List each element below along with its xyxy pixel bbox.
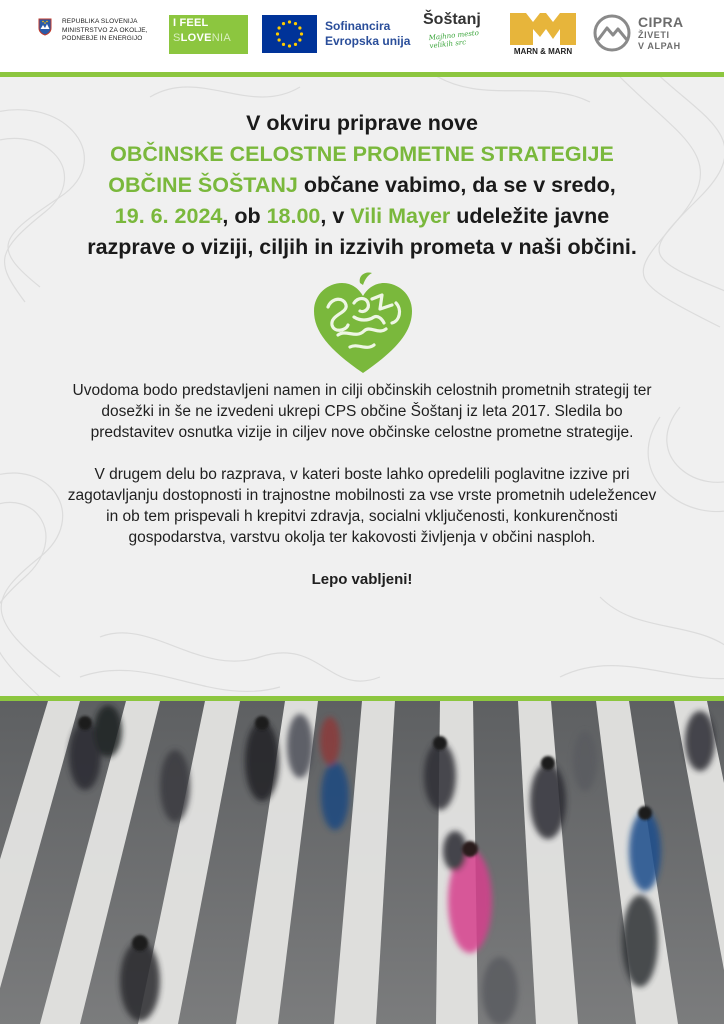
mountain-circle-icon [592,13,632,53]
ministry-line1: REPUBLIKA SLOVENIJA [62,18,138,25]
ministry-logo [38,18,148,44]
headline-sep1: , ob [222,204,267,228]
crosswalk-illustration [0,701,724,1024]
sostanj-slogan: Majhno mesto velikih src [428,28,480,51]
cipra-title: CIPRA [638,14,684,30]
invitation-panel [0,77,724,696]
eu-line1: Sofinancira [325,19,391,33]
eu-star [282,43,285,46]
eu-cofunding-logo [262,15,410,53]
invitation-headline [30,108,694,263]
eu-star [278,38,281,41]
eu-text [325,19,410,49]
eu-star [282,22,285,25]
crosswalk-photo [0,701,724,1024]
ministry-text [62,18,148,44]
cipra-logo [592,13,684,53]
eu-star [298,26,301,29]
ifeel-love: LOVE [180,32,212,44]
body-paragraph-1: Uvodoma bodo predstavljeni namen in cilji občinskih celostnih prometnih strategij ter dosežki in še ne izvedeni ukrepi CPS občine Šoštanj iz leta 2017. Sledila bo predstavitev osnutka vizije in ciljev nove občinske celostne prometne strategije. [72,382,652,441]
eu-star [276,32,279,35]
sostanj-logo [423,11,495,61]
headline-municipality: OBČINE ŠOŠTANJ [108,173,298,197]
invitation-body [60,380,664,590]
eu-star [300,32,303,35]
logo-bar [0,0,724,72]
headline-line3 [30,170,694,201]
green-heart-logo-icon [308,269,418,379]
eu-star [294,22,297,25]
headline-sep2: , v [320,204,351,228]
eu-star [278,26,281,29]
ifeel-bottom-text [173,32,231,44]
sostanj-word: Šoštanj [423,11,481,28]
ministry-line3: PODNEBJE IN ENERGIJO [62,35,143,43]
cipra-text [638,14,684,52]
eu-line2: Evropska unija [325,34,411,48]
marn-logo [510,13,576,59]
headline-line4-rest: udeležite javne [450,204,610,228]
eu-star [298,38,301,41]
ministry-line2: MINISTRSTVO ZA OKOLJE, [62,27,148,35]
event-venue: Vili Mayer [350,204,451,228]
i-feel-slovenia-logo [169,15,248,54]
closing-line: Lepo vabljeni! [311,571,413,588]
marn-label: MARN & MARN [513,47,573,56]
ifeel-nia: NIA [211,32,232,44]
event-time: 18.00 [266,204,321,228]
event-date: 19. 6. 2024 [114,204,223,228]
headline-line5: razprave o viziji, ciljih in izzivih prometa v naši občini. [87,235,637,259]
slovenia-coat-of-arms-icon [38,18,52,36]
eu-star [294,43,297,46]
eu-star [288,20,291,23]
cipra-line1: ŽIVETI [638,30,670,40]
eu-flag-icon [262,15,317,53]
cipra-line2: V ALPAH [638,41,681,51]
marn-mark-icon [510,13,576,45]
body-paragraph-2: V drugem delu bo razprava, v kateri boste lahko opredelili poglavitne izzive pri zagotavljanju dostopnosti in trajnostne mobilnosti za vse vrste prometnih udeležencev in ob tem prispevali h krepitvi zdravja, socialni vključenosti, konkurenčnosti gospodarstva, varstvu okolja ter kakovosti življenja v občini nasploh. [67,466,657,546]
headline-line3-rest: občane vabimo, da se v sredo, [297,173,616,197]
ifeel-top-text: I FEEL [173,17,209,29]
headline-line1: V okviru priprave nove [246,111,478,135]
eu-star [288,44,291,47]
headline-strategy: OBČINSKE CELOSTNE PROMETNE STRATEGIJE [110,142,614,166]
ifeel-s: S [173,32,181,44]
headline-line4 [30,201,694,232]
